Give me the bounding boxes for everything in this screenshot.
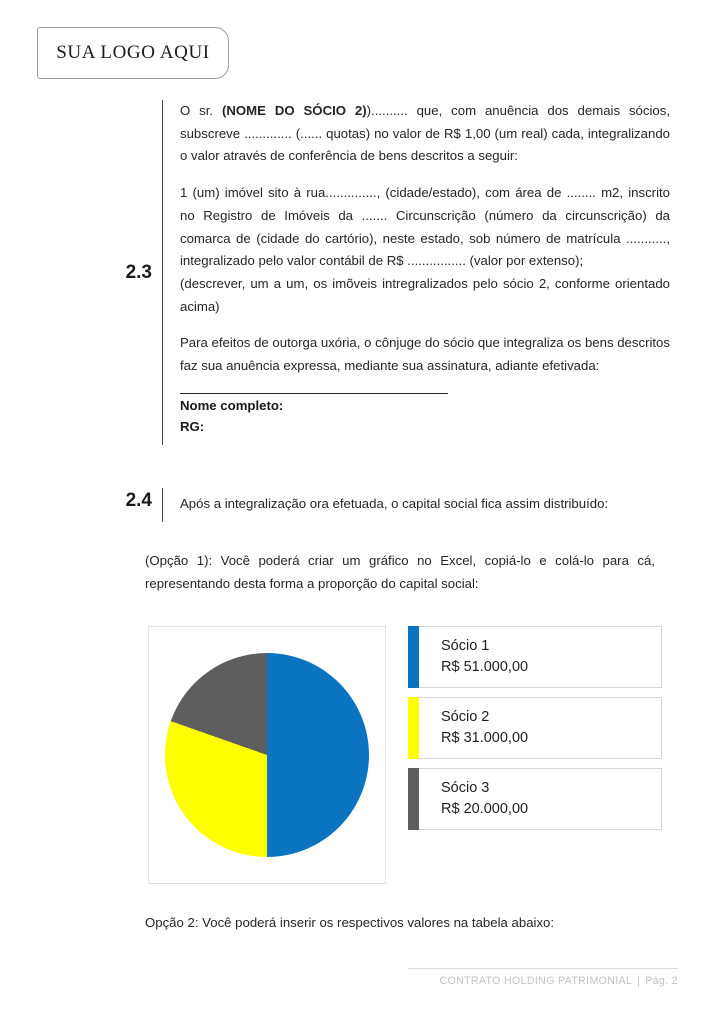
footer-content bbox=[408, 975, 678, 987]
option-2-paragraph: Opção 2: Você poderá inserir os respectivos valores na tabela abaixo: bbox=[145, 915, 555, 930]
clause-2-4 bbox=[110, 488, 670, 522]
legend-label-socio-3: Sócio 3 bbox=[441, 780, 490, 796]
clause-2-3-paragraph-2: 1 (um) imóvel sito à rua.............., (cidade/estado), com área de ........ m2, inscrito no Registro de Imóveis da ....... Circunscrição (número da circunscrição) da comarca de (cidade do cartório), neste estado, sob número de matrícula ..........., integralizado pelo valor contábil de R$ ................ (valor por extenso); bbox=[180, 185, 670, 269]
pie-slices bbox=[165, 653, 369, 857]
clause-number-2-3: 2.3 bbox=[125, 261, 152, 283]
clause-2-4-body bbox=[163, 488, 670, 522]
legend-item bbox=[408, 626, 662, 688]
paragraph-1-suffix: ).......... que, com anuência dos demais sócios, subscreve ............. (...... quotas) no valor de R$ 1,00 (um real) cada, integralizando o valor através de conferência de bens descritos a seguir: bbox=[180, 103, 670, 164]
legend-color-swatch-socio-1 bbox=[408, 626, 419, 688]
capital-distribution-pie-chart bbox=[148, 626, 386, 884]
footer-divider bbox=[408, 968, 678, 969]
legend-value-socio-3: R$ 20.000,00 bbox=[441, 800, 529, 817]
legend-color-swatch-socio-3 bbox=[408, 768, 419, 830]
clause-number-2-4: 2.4 bbox=[125, 490, 152, 511]
logo-placeholder-box bbox=[37, 27, 229, 79]
clause-2-3-body bbox=[163, 100, 670, 445]
legend-value-socio-1: R$ 51.000,00 bbox=[441, 658, 529, 675]
clause-2-3-paragraph-4: Para efeitos de outorga uxória, o cônjuge do sócio que integraliza os bens descritos faz sua anuência expressa, mediante sua assinatura, adiante efetivada: bbox=[180, 335, 670, 374]
footer-separator: | bbox=[637, 975, 641, 987]
signature-full-name-label: Nome completo: bbox=[180, 397, 284, 413]
signature-line bbox=[180, 392, 448, 394]
legend-box-socio-1 bbox=[419, 626, 662, 688]
clause-2-3-paragraph-1 bbox=[180, 100, 670, 168]
legend-box-socio-3 bbox=[419, 768, 662, 830]
clause-2-4-paragraph-1: Após a integralização ora efetuada, o capital social fica assim distribuído: bbox=[180, 496, 609, 511]
clause-2-3 bbox=[110, 100, 670, 445]
option-1-paragraph: (Opção 1): Você poderá criar um gráfico no Excel, copiá-lo e colá-lo para cá, representando desta forma a proporção do capital social: bbox=[145, 553, 655, 591]
signature-rg-label: RG: bbox=[180, 418, 205, 434]
legend-item bbox=[408, 768, 662, 830]
logo-text: SUA LOGO AQUI bbox=[56, 42, 210, 63]
legend-label-socio-2: Sócio 2 bbox=[441, 709, 490, 725]
footer-document-title: CONTRATO HOLDING PATRIMONIAL bbox=[439, 975, 633, 987]
partner-name-placeholder: (NOME DO SÓCIO 2) bbox=[221, 103, 367, 118]
legend-value-socio-2: R$ 31.000,00 bbox=[441, 729, 529, 746]
paragraph-1-prefix: O sr. bbox=[180, 103, 222, 118]
legend-box-socio-2 bbox=[419, 697, 662, 759]
footer-page-number: Pág. 2 bbox=[645, 975, 678, 987]
legend-color-swatch-socio-2 bbox=[408, 697, 419, 759]
legend-label-socio-1: Sócio 1 bbox=[441, 638, 490, 654]
legend-item bbox=[408, 697, 662, 759]
page-footer bbox=[408, 968, 678, 987]
clause-2-3-paragraph-3: (descrever, um a um, os imõveis intregralizados pelo sócio 2, conforme orientado acima) bbox=[180, 275, 670, 314]
pie-chart-legend bbox=[408, 626, 662, 839]
